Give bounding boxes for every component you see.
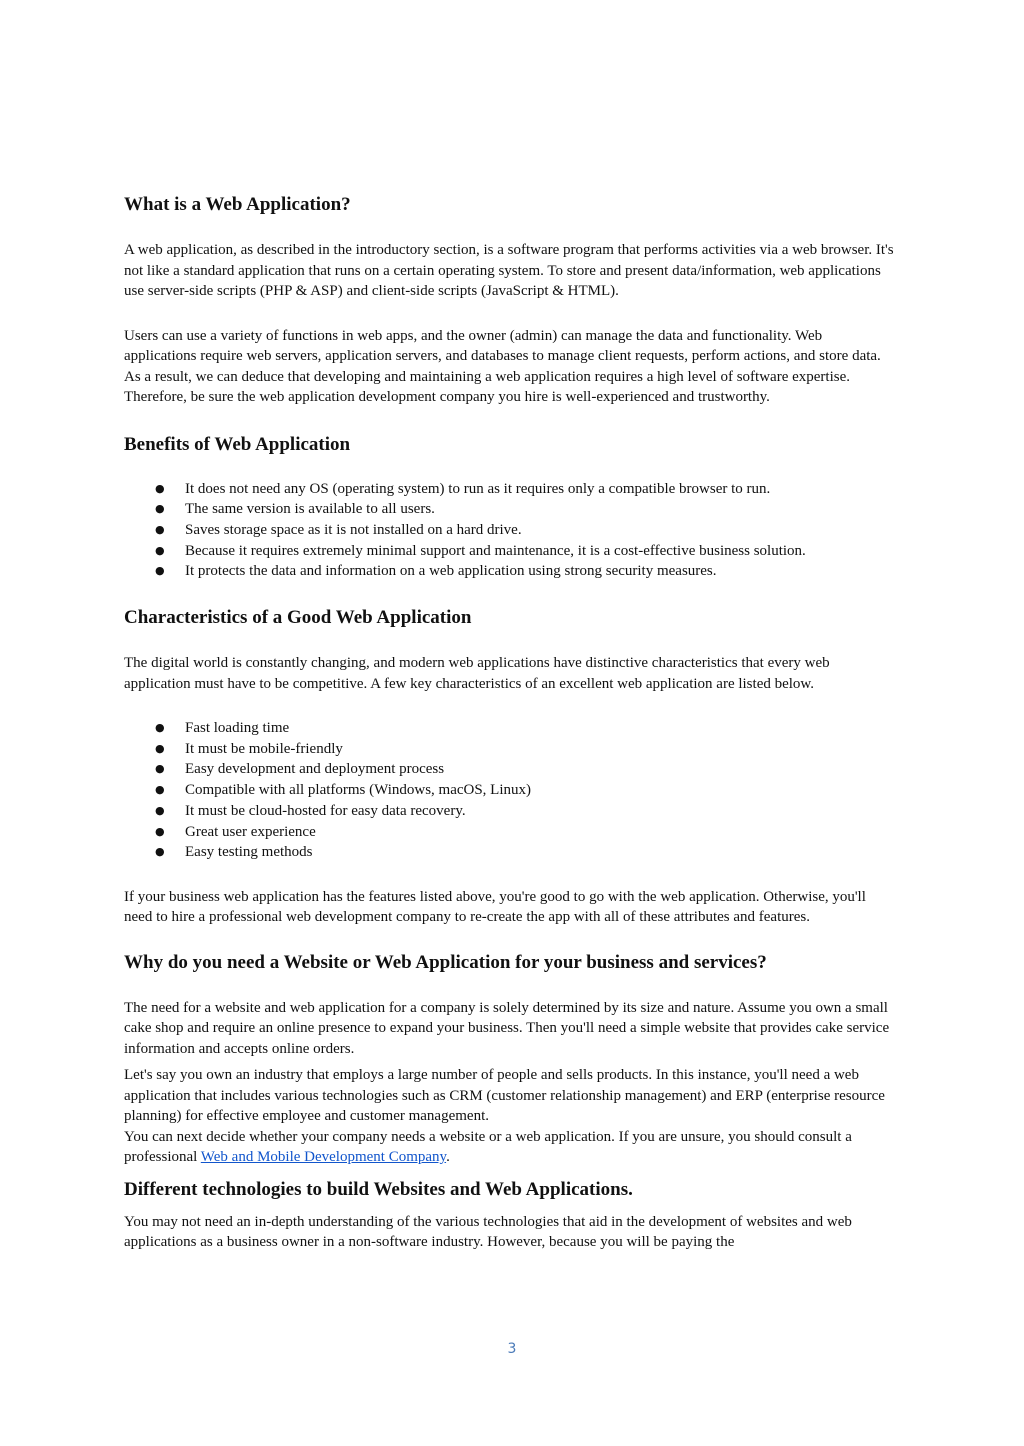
paragraph [124,1127,894,1168]
paragraph: The digital world is constantly changing, and modern web applications have distinctive characteristics that every web application must have to be competitive. A few key characteristics of an excellent web application are listed below. [124,655,830,692]
list-item: ● Because it requires extremely minimal support and maintenance, it is a cost-effective business solution. [124,541,894,562]
paragraph-text: . [446,1149,450,1166]
list-item: ● It must be cloud-hosted for easy data recovery. [124,801,894,822]
list-item: ● Easy development and deployment process [124,759,894,780]
heading-benefits: Benefits of Web Application [124,433,351,455]
list-item: ● Compatible with all platforms (Windows, macOS, Linux) [124,780,894,801]
list-item: ● Saves storage space as it is not installed on a hard drive. [124,520,894,541]
list-item: ● It protects the data and information on a web application using strong security measures. [124,561,894,582]
heading-why-need-website: Why do you need a Website or Web Application for your business and services? [124,951,767,973]
list-item: ● Fast loading time [124,718,894,739]
list-item: ● It does not need any OS (operating system) to run as it requires only a compatible browser to run. [124,479,894,500]
list-item: ● It must be mobile-friendly [124,739,894,760]
list-item: ● Great user experience [124,822,894,843]
heading-characteristics: Characteristics of a Good Web Application [124,607,472,629]
paragraph: You may not need an in-depth understanding of the various technologies that aid in the development of websites and web applications as a business owner in a non-software industry. However, because you will be paying the [124,1213,852,1251]
paragraph: The need for a website and web application for a company is solely determined by its size and nature. Assume you own a small cake shop and require an online presence to expand your business. Then you'll need a simple website that provides cake service information and accepts online orders. [124,999,890,1057]
characteristics-list [124,718,894,863]
paragraph: Let's say you own an industry that employs a large number of people and sells products. In this instance, you'll need a web application that includes various technologies such as CRM (customer relationship management) and ERP (enterprise resource planning) for effective employee and customer management. [124,1067,885,1125]
heading-technologies: Different technologies to build Websites and Web Applications. [124,1178,633,1200]
paragraph: Users can use a variety of functions in web apps, and the owner (admin) can manage the data and functionality. Web applications require web servers, application servers, and databases to manage client requests, perform actions, and store data. As a result, we can deduce that developing and maintaining a web application requires a high level of software expertise. Therefore, be sure the web application development company you hire is well-experienced and trustworthy. [124,327,881,405]
paragraph-text: You can next decide whether your company needs a website or a web application. If you are unsure, you should consult a professional [124,1128,852,1166]
benefits-list [124,479,894,583]
paragraph: A web application, as described in the introductory section, is a software program that performs activities via a web browser. It's not like a standard application that runs on a certain operating system. To store and present data/information, web applications use server-side scripts (PHP & ASP) and client-side scripts (JavaScript & HTML). [124,242,894,299]
list-item: ● The same version is available to all users. [124,499,894,520]
document-page [124,193,894,1253]
page-number: 3 [507,1341,517,1357]
heading-what-is-web-application: What is a Web Application? [124,194,351,215]
development-company-link[interactable]: Web and Mobile Development Company [200,1149,447,1166]
paragraph: If your business web application has the features listed above, you're good to go with the web application. Otherwise, you'll need to hire a professional web development company to re-create the app with all of these attributes and features. [124,888,866,926]
list-item: ● Easy testing methods [124,842,894,863]
